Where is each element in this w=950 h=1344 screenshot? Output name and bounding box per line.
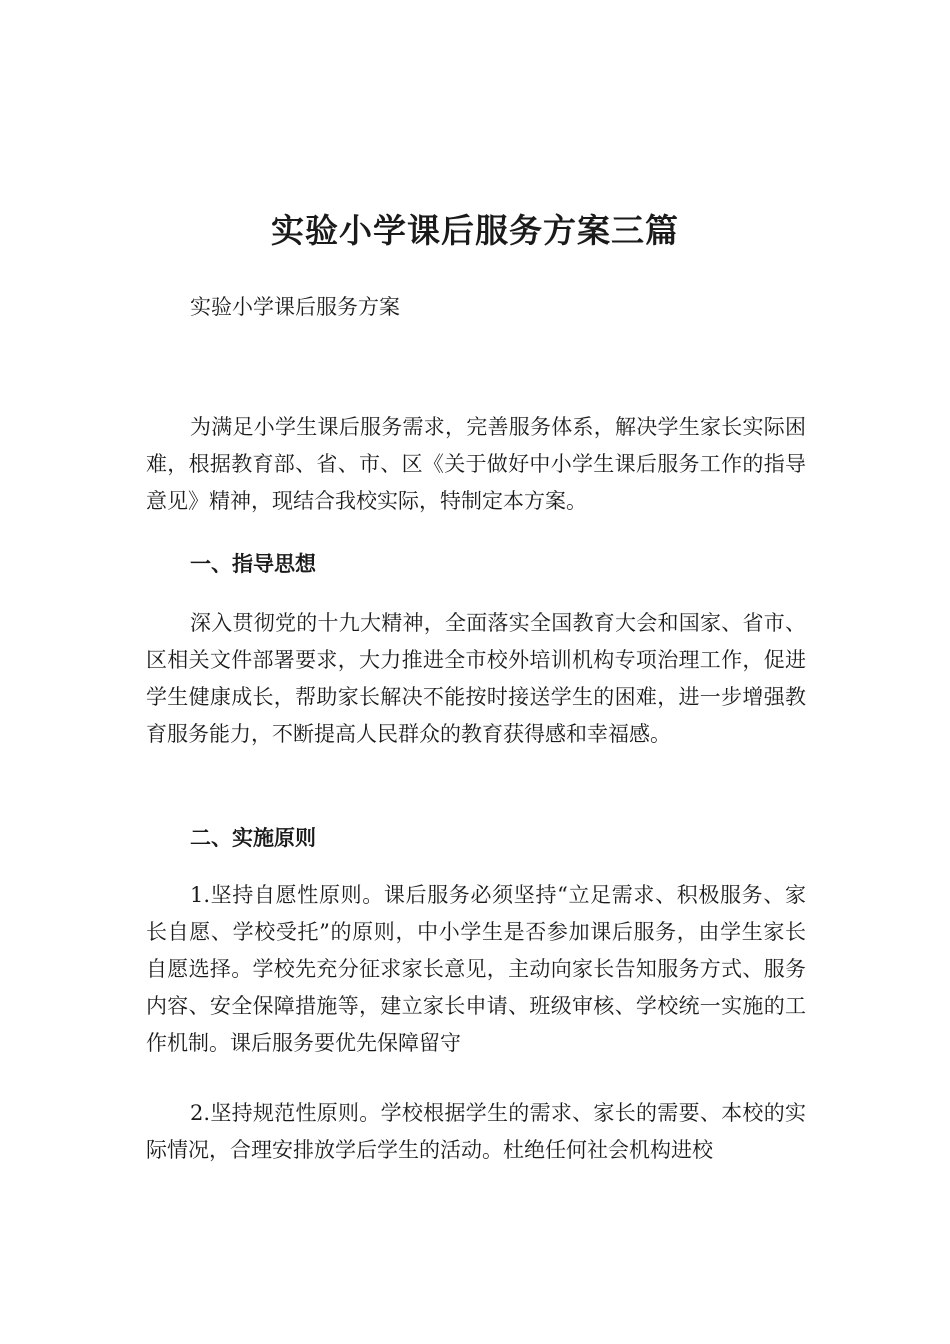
- document-subtitle: 实验小学课后服务方案: [190, 295, 400, 319]
- section-guiding-ideology-body: 深入贯彻党的十九大精神，全面落实全国教育大会和国家、省市、区相关文件部署要求，大力推进全市校外培训机构专项治理工作，促进学生健康成长，帮助家长解决不能按时接送学生的困难，进一步增强教育服务能力，不断提高人民群众的教育获得感和幸福感。: [146, 611, 806, 746]
- principle-item-voluntary: 1.坚持自愿性原则。课后服务必须坚持“立足需求、积极服务、家长自愿、学校受托”的原则，中小学生是否参加课后服务，由学生家长自愿选择。学校先充分征求家长意见，主动向家长告知服务方式、服务内容、安全保障措施等，建立家长申请、班级审核、学校统一实施的工作机制。课后服务要优先保障留守: [146, 883, 806, 1055]
- document-title: 实验小学课后服务方案三篇: [271, 211, 679, 250]
- section-heading-guiding-ideology: 一、指导思想: [190, 552, 316, 576]
- principle-item-normative: 2.坚持规范性原则。学校根据学生的需求、家长的需要、本校的实际情况，合理安排放学后学生的活动。杜绝任何社会机构进校: [146, 1101, 806, 1162]
- intro-paragraph: 为满足小学生课后服务需求，完善服务体系，解决学生家长实际困难，根据教育部、省、市、区《关于做好中小学生课后服务工作的指导意见》精神，现结合我校实际，特制定本方案。: [146, 415, 806, 513]
- section-heading-principles: 二、实施原则: [190, 826, 316, 850]
